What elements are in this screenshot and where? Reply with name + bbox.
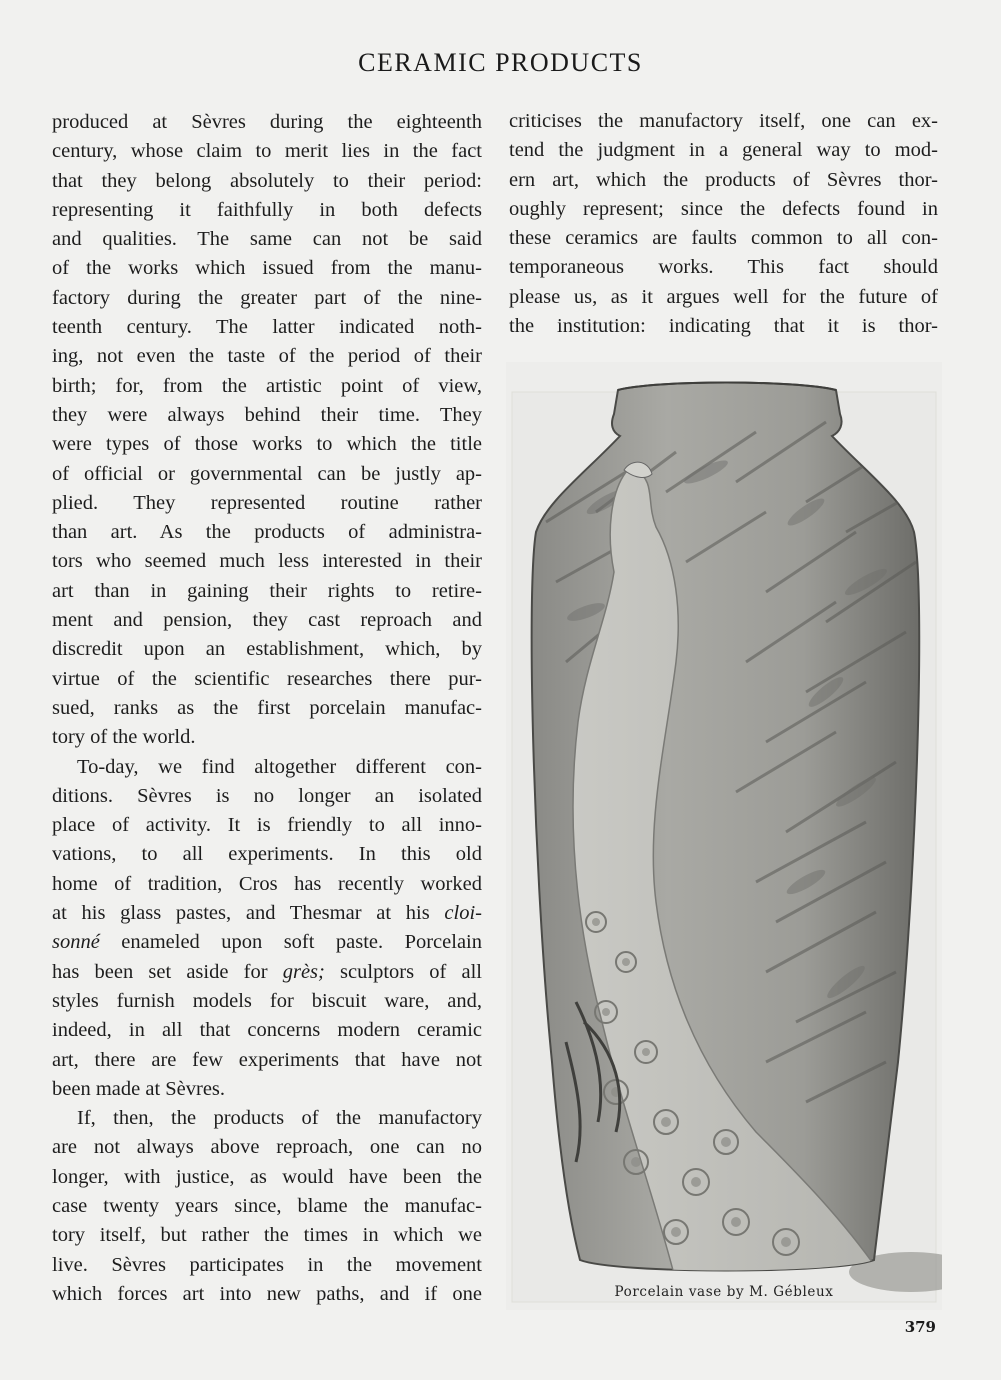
text-line [52,254,482,283]
text-segment: tors who seemed much less interested in their [52,550,482,573]
text-segment: If, then, the products of the manufactory [77,1107,482,1130]
text-segment: factory during the greater part of the nine- [52,286,482,309]
text-segment: oughly represent; since the defects found in [509,197,938,220]
text-segment: art, there are few experiments that have not [52,1048,482,1071]
text-segment: live. Sèvres participates in the movement [52,1253,482,1276]
text-line [52,782,482,811]
text-line [509,166,938,195]
text-line [52,196,482,225]
text-segment: tend the judgment in a general way to mod- [509,139,938,162]
text-line [509,283,938,312]
text-line [509,195,938,224]
text-segment: temporaneous works. This fact should [509,256,938,279]
text-line [52,518,482,547]
text-line [52,489,482,518]
text-segment: these ceramics are faults common to all con- [509,227,938,250]
text-segment: indeed, in all that concerns modern ceramic [52,1019,482,1042]
left-column [52,108,482,1309]
text-segment: discredit upon an establishment, which, by [52,638,482,661]
text-line [52,1046,482,1075]
text-segment: which forces art into new paths, and if one [52,1282,482,1305]
text-line [52,430,482,459]
text-segment: virtue of the scientific researches there pur- [52,667,482,690]
text-segment: has been set aside for [52,960,283,983]
text-segment: are not always above reproach, one can no [52,1136,482,1159]
text-segment: and qualities. The same can not be said [52,228,482,251]
text-line [52,1133,482,1162]
text-segment: plied. They represented routine rather [52,491,482,514]
text-segment: tory itself, but rather the times in which we [52,1224,482,1247]
text-line [52,958,482,987]
text-line [52,284,482,313]
text-segment: sued, ranks as the first porcelain manufac- [52,696,482,719]
text-segment: ing, not even the taste of the period of their [52,345,482,368]
text-line [52,928,482,957]
text-segment: please us, as it argues well for the future of [509,285,938,308]
text-segment: teenth century. The latter indicated noth- [52,316,482,339]
text-segment: longer, with justice, as would have been the [52,1165,482,1188]
text-segment: ment and pension, they cast reproach and [52,609,482,632]
text-line [52,1104,482,1133]
text-segment: birth; for, from the artistic point of view, [52,374,482,397]
page-number: 379 [904,1318,936,1336]
text-line [52,372,482,401]
text-line [509,136,938,165]
italic-text: sonné [52,931,100,954]
text-segment: the institution: indicating that it is thor- [509,315,938,338]
text-segment: styles furnish models for biscuit ware, and, [52,989,482,1012]
text-segment: case twenty years since, blame the manufac- [52,1194,482,1217]
text-line [52,987,482,1016]
text-segment: home of tradition, Cros has recently worked [52,872,482,895]
text-line [52,840,482,869]
text-segment: they were always behind their time. They [52,403,482,426]
text-line [52,1251,482,1280]
text-line [52,577,482,606]
text-segment: enameled upon soft paste. Porcelain [99,931,482,954]
text-line [52,635,482,664]
text-line [52,547,482,576]
text-segment: place of activity. It is friendly to all inno- [52,814,482,837]
text-segment: of the works which issued from the manu- [52,257,482,280]
text-segment: produced at Sèvres during the eighteenth [52,111,482,133]
text-segment: at his glass pastes, and Thesmar at his [52,902,445,925]
text-line [52,753,482,782]
text-segment: than art. As the products of administra- [52,521,482,544]
text-line [52,1221,482,1250]
text-line [52,1163,482,1192]
text-line [52,811,482,840]
text-line [52,723,482,752]
text-line [509,107,938,136]
text-segment: sculptors of all [324,960,483,983]
text-segment: tory of the world. [52,726,196,749]
right-column [509,107,938,341]
text-line [52,137,482,166]
text-line [52,225,482,254]
text-segment: ern art, which the products of Sèvres thor- [509,168,938,191]
text-line [52,313,482,342]
text-segment: criticises the manufactory itself, one can ex- [509,110,938,132]
text-line [52,167,482,196]
italic-text: grès; [282,960,325,983]
italic-text: cloi- [444,902,482,925]
text-line [52,1192,482,1221]
text-line [52,342,482,371]
text-line [52,460,482,489]
text-segment: vations, to all experiments. In this old [52,843,482,866]
text-line [52,108,482,137]
text-segment: century, whose claim to merit lies in the fact [52,140,482,163]
vase-image [506,362,942,1310]
text-segment: were types of those works to which the title [52,433,482,456]
text-segment: To-day, we find altogether different con- [77,755,482,778]
figure-caption: Porcelain vase by M. Gébleux [614,1284,834,1300]
text-segment: of official or governmental can be justly ap- [52,462,482,485]
text-line [52,899,482,928]
text-line [52,606,482,635]
page-title: CERAMIC PRODUCTS [358,48,643,77]
text-line [509,253,938,282]
text-line [509,224,938,253]
vase-illustration [506,362,942,1310]
text-segment: art than in gaining their rights to retire- [52,579,482,602]
text-line [509,312,938,341]
text-segment: been made at Sèvres. [52,1077,226,1100]
text-segment: that they belong absolutely to their period: [52,169,482,192]
text-line [52,1280,482,1309]
text-line [52,1075,482,1104]
text-line [52,694,482,723]
text-segment: ditions. Sèvres is no longer an isolated [52,784,482,807]
text-line [52,870,482,899]
text-line [52,665,482,694]
text-line [52,401,482,430]
text-line [52,1016,482,1045]
text-segment: representing it faithfully in both defects [52,198,482,221]
